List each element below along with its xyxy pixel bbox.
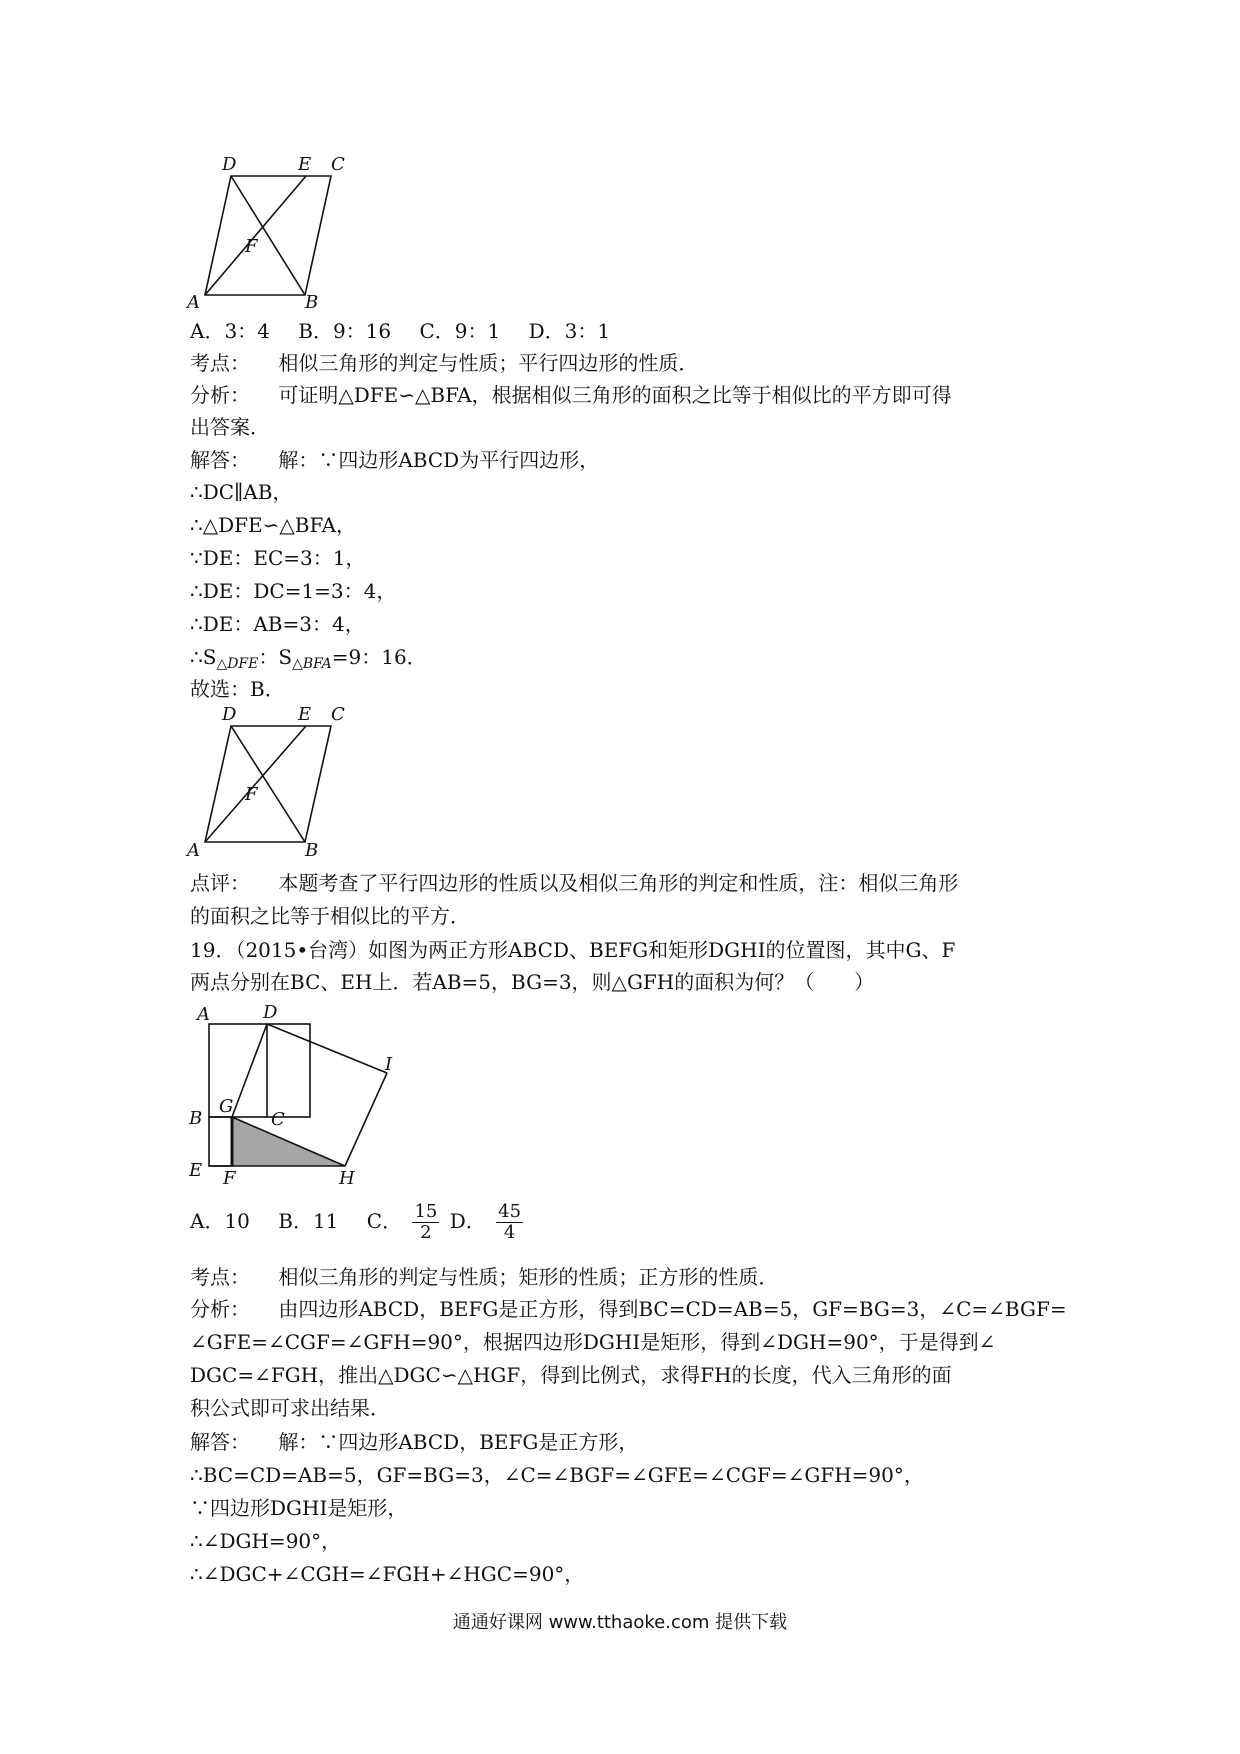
option-d: D．3：1 [528, 319, 611, 343]
label-D: D [222, 154, 237, 175]
fenxi-text: 由四边形ABCD，BEFG是正方形，得到BC=CD=AB=5，GF=BG=3，∠C=∠BGF= [278, 1297, 1067, 1321]
label-F: F [245, 784, 258, 805]
fenxi-label: 分析： [190, 383, 250, 407]
option-d: D． [449, 1209, 486, 1233]
q19-fenxi-4: 积公式即可求出结果． [190, 1396, 390, 1420]
label-D: D [222, 704, 237, 725]
q18-dianping-1 [190, 870, 958, 896]
label-C: C [331, 704, 345, 725]
label-F: F [223, 1168, 236, 1189]
q18-fenxi-1 [190, 382, 952, 408]
label-E: E [298, 154, 312, 175]
label-I: I [385, 1054, 393, 1075]
page-footer: 通通好课网 www.tthaoke.com 提供下载 [452, 1612, 788, 1633]
q19-fenxi-2: ∠GFE=∠CGF=∠GFH=90°，根据四边形DGHI是矩形，得到∠DGH=90°，于是得到∠ [190, 1330, 996, 1354]
area-sub-1: △DFE [216, 656, 259, 672]
fraction-c-numerator: 15 [414, 1201, 438, 1222]
area-suffix: =9：16． [331, 645, 427, 669]
squares-rectangle-figure [185, 1000, 445, 1190]
q18-options [190, 318, 610, 344]
kaodian-text: 相似三角形的判定与性质；矩形的性质；正方形的性质． [278, 1265, 779, 1289]
option-c: C．9：1 [419, 319, 501, 343]
q18-area-ratio [190, 644, 427, 677]
area-prefix: ∴S [190, 645, 217, 669]
fraction-d-numerator: 45 [498, 1201, 522, 1222]
label-H: H [339, 1168, 355, 1189]
label-D: D [263, 1002, 278, 1023]
q18-step-4: ∴DE：DC=1=3：4， [190, 579, 397, 603]
label-E: E [298, 704, 312, 725]
q19-options [190, 1196, 527, 1246]
area-sub-2: △BFA [292, 656, 332, 672]
option-b: B．11 [278, 1209, 339, 1233]
q19-jieda [190, 1429, 638, 1455]
option-c: C． [366, 1209, 403, 1233]
fraction-c [412, 1202, 439, 1243]
q18-step-3: ∵DE：EC=3：1， [190, 546, 366, 570]
q19-step-4: ∴∠DGC+∠CGH=∠FGH+∠HGC=90°， [190, 1562, 585, 1586]
q19-stem-2: 两点分别在BC、EH上．若AB=5，BG=3，则△GFH的面积为何？（ ） [190, 970, 875, 994]
q18-fenxi-2: 出答案． [190, 415, 270, 439]
area-mid: ：S [258, 645, 293, 669]
jieda-label: 解答： [190, 448, 250, 472]
label-C: C [331, 154, 345, 175]
dianping-label: 点评： [190, 871, 250, 895]
jieda-label: 解答： [190, 1430, 250, 1454]
fraction-d [496, 1202, 523, 1243]
q18-kaodian [190, 350, 698, 376]
kaodian-label: 考点： [190, 351, 250, 375]
q18-step-1: ∴DC∥AB， [190, 480, 293, 504]
option-b: B．9：16 [298, 319, 392, 343]
q19-fenxi-3: DGC=∠FGH，推出△DGC∽△HGF，得到比例式，求得FH的长度，代入三角形的面 [190, 1363, 952, 1387]
q18-guxuan: 故选：B． [190, 677, 285, 701]
label-G: G [219, 1096, 234, 1117]
label-A: A [197, 1004, 210, 1025]
q18-jieda [190, 447, 599, 473]
parallelogram-figure-1 [185, 150, 410, 310]
fraction-c-denominator: 2 [420, 1222, 432, 1243]
label-B: B [305, 840, 319, 861]
step-0: 解：∵四边形ABCD，BEFG是正方形， [278, 1430, 639, 1454]
fenxi-label: 分析： [190, 1297, 250, 1321]
q18-step-2: ∴△DFE∽△BFA， [190, 513, 357, 537]
step-0: 解：∵四边形ABCD为平行四边形， [278, 448, 600, 472]
label-A: A [187, 292, 200, 310]
parallelogram-figure-2 [185, 702, 410, 862]
label-F: F [245, 236, 258, 257]
label-B: B [305, 292, 319, 310]
q19-kaodian [190, 1264, 778, 1290]
q18-step-5: ∴DE：AB=3：4， [190, 612, 365, 636]
label-E: E [189, 1160, 203, 1181]
kaodian-text: 相似三角形的判定与性质；平行四边形的性质． [278, 351, 699, 375]
fraction-d-denominator: 4 [503, 1222, 516, 1243]
option-a: A．3：4 [190, 319, 270, 343]
kaodian-label: 考点： [190, 1265, 250, 1289]
option-a: A．10 [190, 1209, 250, 1233]
dianping-text: 本题考查了平行四边形的性质以及相似三角形的判定和性质，注：相似三角形 [278, 871, 959, 895]
q19-stem-1: 19．（2015•台湾）如图为两正方形ABCD、BEFG和矩形DGHI的位置图，其中G、F [190, 938, 956, 962]
q19-step-1: ∴BC=CD=AB=5，GF=BG=3，∠C=∠BGF=∠GFE=∠CGF=∠GFH=90°， [190, 1463, 924, 1487]
label-A: A [187, 840, 200, 861]
q18-dianping-2: 的面积之比等于相似比的平方． [190, 904, 470, 928]
label-B: B [189, 1108, 203, 1129]
q19-step-3: ∴∠DGH=90°， [190, 1529, 342, 1553]
q19-fenxi-1 [190, 1296, 1067, 1322]
label-C: C [271, 1109, 285, 1130]
fenxi-text: 可证明△DFE∽△BFA，根据相似三角形的面积之比等于相似比的平方即可得 [278, 383, 952, 407]
q19-step-2: ∵四边形DGHI是矩形， [190, 1496, 408, 1520]
